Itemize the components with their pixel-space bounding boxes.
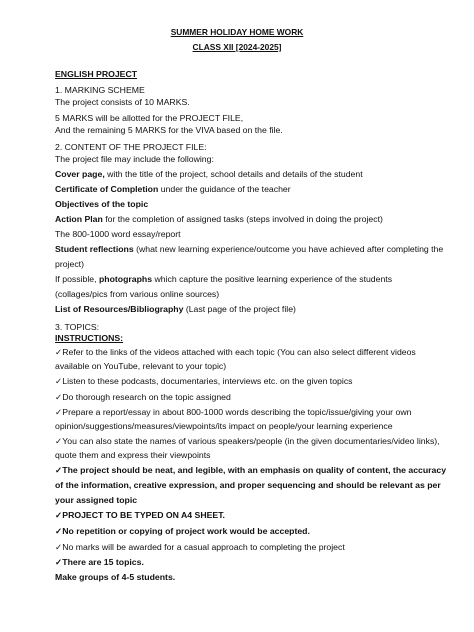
marking-line-2: 5 MARKS will be allotted for the PROJECT FILE,	[55, 113, 244, 123]
marking-heading: 1. MARKING SCHEME	[55, 85, 145, 95]
content-bibliography-line	[55, 304, 296, 315]
instruction-10: ✓There are 15 topics.	[55, 557, 144, 567]
instruction-6b: of the information, creative expression, and proper sequencing and should be relevant as per	[55, 480, 441, 490]
content-cover-line	[55, 169, 363, 180]
instruction-11: Make groups of 4-5 students.	[55, 572, 176, 582]
content-certificate-line	[55, 184, 291, 195]
class-line: CLASS XII [2024-2025]	[192, 42, 282, 52]
content-intro: The project file may include the following:	[55, 154, 214, 164]
cover-text: with the title of the project, school details and details of the student	[104, 169, 363, 179]
marking-line-3: And the remaining 5 MARKS for the VIVA based on the file.	[55, 125, 283, 135]
instruction-6a: ✓The project should be neat, and legible, with an emphasis on quality of content, the accuracy	[55, 465, 447, 475]
photos-label: photographs	[98, 274, 153, 284]
instruction-6c: your assigned topic	[55, 495, 138, 505]
instruction-1b: available on YouTube, relevant to your topic)	[55, 361, 227, 371]
bibliography-text: (Last page of the project file)	[183, 304, 296, 314]
marking-line-1: The project consists of 10 MARKS.	[55, 97, 190, 107]
instruction-9: ✓No marks will be awarded for a casual approach to completing the project	[55, 542, 345, 552]
content-photos-line	[55, 274, 392, 285]
content-action-line	[55, 214, 383, 225]
instruction-5b: quote them and express their viewpoints	[55, 450, 211, 460]
instruction-2: ✓Listen to these podcasts, documentaries, interviews etc. on the given topics	[55, 376, 353, 386]
instruction-7: ✓PROJECT TO BE TYPED ON A4 SHEET.	[55, 510, 225, 520]
content-objectives: Objectives of the topic	[55, 199, 149, 209]
reflections-text: (what new learning experience/outcome you have achieved after completing the	[133, 244, 444, 254]
content-essay: The 800-1000 word essay/report	[55, 229, 181, 239]
action-label: Action Plan	[55, 214, 103, 224]
photos-text: which capture the positive learning experience of the students	[152, 274, 393, 284]
content-reflections-cont: project)	[55, 259, 84, 269]
certificate-text: under the guidance of the teacher	[158, 184, 291, 194]
photos-prefix: If possible,	[55, 274, 99, 284]
content-heading: 2. CONTENT OF THE PROJECT FILE:	[55, 142, 207, 152]
content-photos-cont: (collages/pics from various online sources)	[55, 289, 220, 299]
instruction-3: ✓Do thorough research on the topic assigned	[55, 392, 231, 402]
cover-label: Cover page,	[55, 169, 105, 179]
instruction-4a: ✓Prepare a report/essay in about 800-1000 words describing the topic/issue/giving your own	[55, 407, 412, 417]
certificate-label: Certificate of Completion	[55, 184, 159, 194]
document-title: SUMMER HOLIDAY HOME WORK	[170, 27, 304, 37]
instruction-5a: ✓You can also state the names of various speakers/people (in the given documentaries/video links),	[55, 436, 440, 446]
action-text: for the completion of assigned tasks (steps involved in doing the project)	[102, 214, 383, 224]
topics-heading: 3. TOPICS:	[55, 322, 100, 332]
reflections-label: Student reflections	[55, 244, 134, 254]
instruction-4b: opinion/suggestions/measures/viewpoints/its impact on people/your learning experience	[55, 421, 393, 431]
bibliography-label: List of Resources/Bibliography	[55, 304, 184, 314]
english-project-heading: ENGLISH PROJECT	[55, 69, 138, 79]
instruction-8: ✓No repetition or copying of project work would be accepted.	[55, 526, 310, 536]
instructions-heading: INSTRUCTIONS:	[55, 333, 124, 343]
instruction-1a: ✓Refer to the links of the videos attached with each topic (You can also select different videos	[55, 347, 416, 357]
content-reflections-line	[55, 244, 443, 255]
